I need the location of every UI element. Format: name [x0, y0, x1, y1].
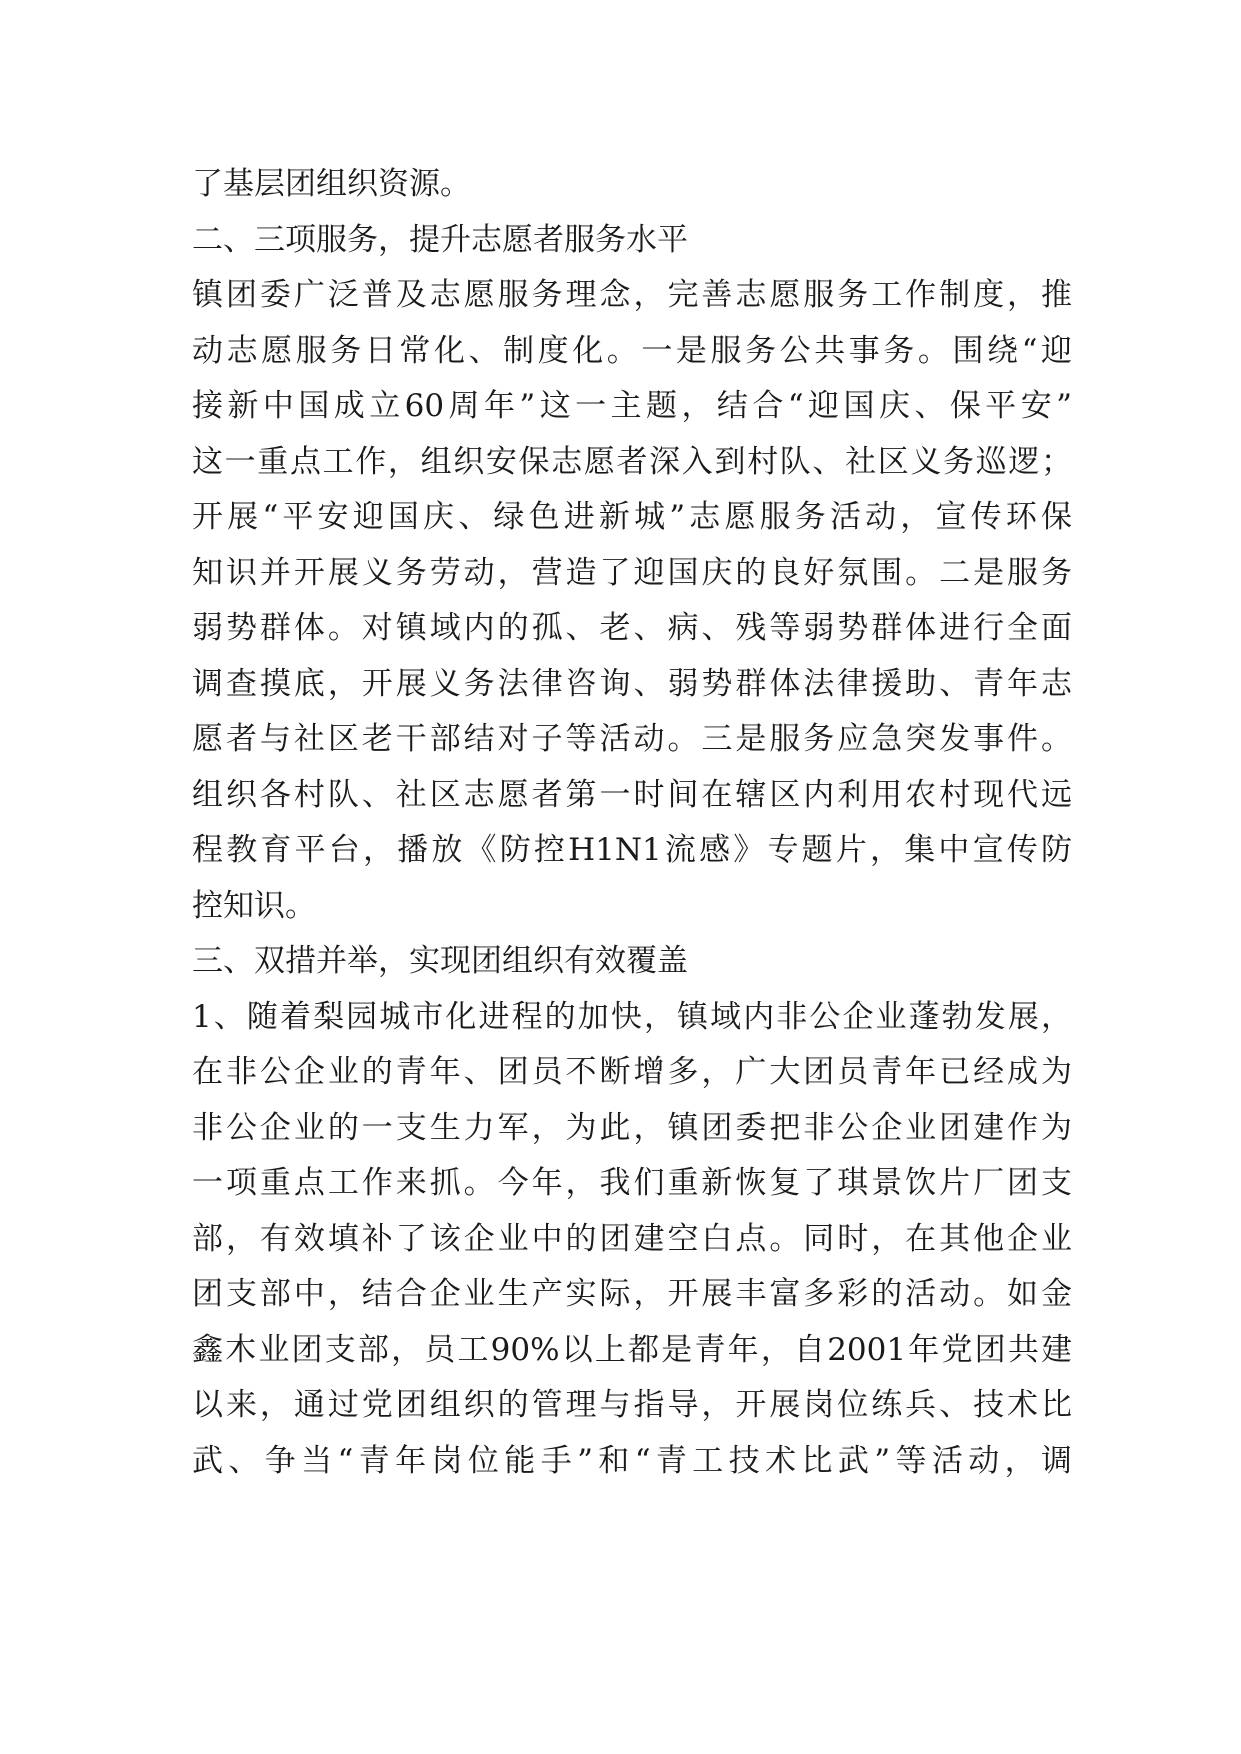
paragraph-line: 接新中国成立60周年”这一主题，结合“迎国庆、保平安” [192, 388, 1072, 424]
paragraph-line: 组织各村队、社区志愿者第一时间在辖区内利用农村现代远 [192, 776, 1072, 813]
section-heading: 二、三项服务，提升志愿者服务水平 [192, 221, 688, 258]
paragraph-line: 以来，通过党团组织的管理与指导，开展岗位练兵、技术比 [192, 1387, 1072, 1423]
paragraph-line: 一项重点工作来抓。今年，我们重新恢复了琪景饮片厂团支 [192, 1165, 1072, 1201]
paragraph-line: 动志愿服务日常化、制度化。一是服务公共事务。围绕“迎 [192, 332, 1072, 369]
paragraph-line: 愿者与社区老干部结对子等活动。三是服务应急突发事件。 [192, 721, 1072, 757]
section-heading: 三、双措并举，实现团组织有效覆盖 [192, 943, 688, 979]
paragraph-line: 了基层团组织资源。 [192, 166, 471, 202]
paragraph-line: 调查摸底，开展义务法律咨询、弱势群体法律援助、青年志 [192, 665, 1072, 702]
paragraph-line: 程教育平台，播放《防控H1N1流感》专题片，集中宣传防 [192, 832, 1072, 868]
paragraph-line: 部，有效填补了该企业中的团建空白点。同时，在其他企业 [192, 1220, 1072, 1257]
document-body [192, 157, 1072, 1489]
paragraph-line: 弱势群体。对镇域内的孤、老、病、残等弱势群体进行全面 [192, 610, 1072, 646]
paragraph-line: 知识并开展义务劳动，营造了迎国庆的良好氛围。二是服务 [192, 554, 1072, 591]
paragraph-line: 镇团委广泛普及志愿服务理念，完善志愿服务工作制度，推 [192, 277, 1072, 313]
paragraph-line: 开展“平安迎国庆、绿色进新城”志愿服务活动，宣传环保 [192, 499, 1072, 535]
paragraph-line: 控知识。 [192, 887, 316, 924]
paragraph-line: 非公企业的一支生力军，为此，镇团委把非公企业团建作为 [192, 1109, 1072, 1146]
paragraph-line: 在非公企业的青年、团员不断增多，广大团员青年已经成为 [192, 1054, 1072, 1090]
paragraph-line: 1、随着梨园城市化进程的加快，镇域内非公企业蓬勃发展， [192, 998, 1072, 1035]
paragraph-line: 这一重点工作，组织安保志愿者深入到村队、社区义务巡逻； [192, 443, 1072, 480]
paragraph-line: 鑫木业团支部，员工90%以上都是青年，自2001年党团共建 [192, 1331, 1072, 1368]
paragraph-line: 武、争当“青年岗位能手”和“青工技术比武”等活动，调 [192, 1442, 1072, 1479]
paragraph-line: 团支部中，结合企业生产实际，开展丰富多彩的活动。如金 [192, 1276, 1072, 1312]
